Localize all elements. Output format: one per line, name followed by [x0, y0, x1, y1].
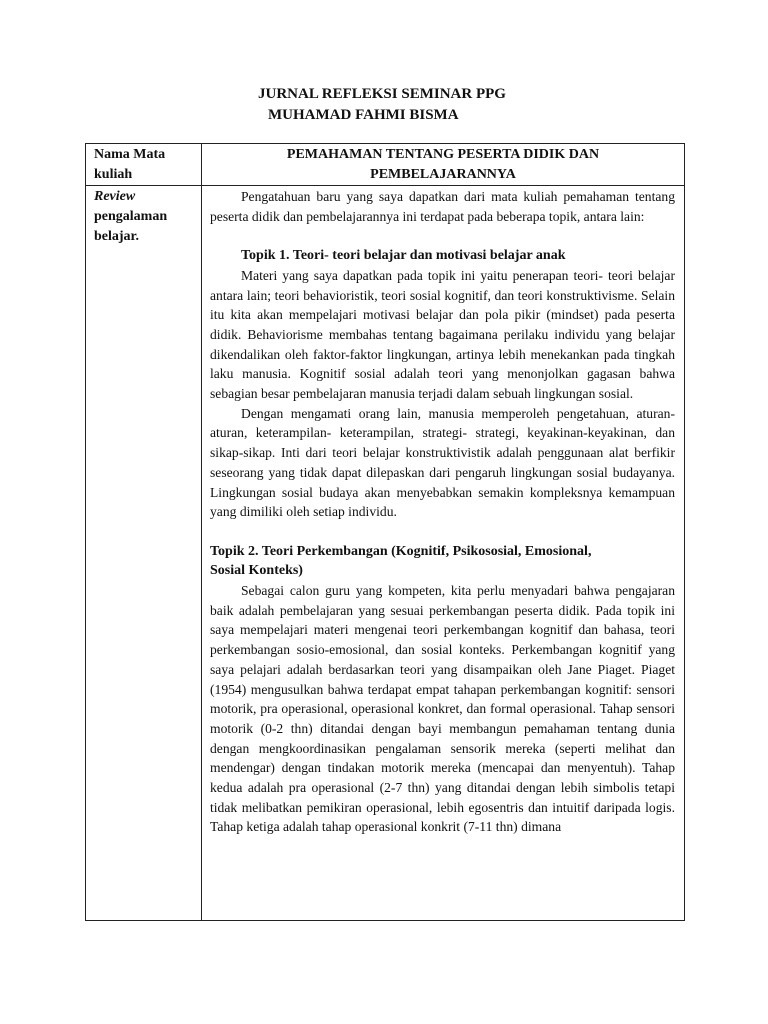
topic2-heading-line2: Sosial Konteks) [210, 563, 303, 579]
review-content [202, 186, 685, 921]
review-label-line3: belajar. [94, 229, 139, 244]
intro-paragraph: Pengatahuan baru yang saya dapatkan dari mata kuliah pemahaman tentang peserta didik dan pembelajarannya ini terdapat pada beberapa topik, antara lain: [210, 189, 675, 224]
journal-title: JURNAL REFLEKSI SEMINAR PPG [258, 86, 506, 102]
reflection-table [85, 143, 685, 921]
course-name-label [86, 144, 202, 186]
review-row [86, 186, 685, 921]
course-title [202, 144, 685, 186]
review-label-line2: pengalaman [94, 209, 168, 224]
author-name: MUHAMAD FAHMI BISMA [268, 107, 459, 123]
topic1-paragraph-1: Materi yang saya dapatkan pada topik ini yaitu penerapan teori- teori belajar antara lain; teori behavioristik, teori sosial kognitif, dan teori konstruktivisme. Selain itu kita akan mempelajari motivasi belajar dan pola pikir (mindset) pada peserta didik. Behaviorisme membahas tentang bagaimana perilaku individu yang belajar dikendalikan oleh faktor-faktor lingkungan, artinya lebih menekankan pada tingkah laku manusia. Kognitif sosial adalah teori yang menonjolkan gagasan bahwa sebagian besar pembelajaran manusia terjadi dalam sebuah lingkungan sosial. [210, 267, 675, 402]
topic2-paragraph-1: Sebagai calon guru yang kompeten, kita perlu menyadari bahwa pengajaran baik adalah pembelajaran yang sesuai perkembangan peserta didik. Pada topik ini saya mempelajari materi mengenai teori perkembangan kognitif dan bahasa, teori perkembangan sosio-emosional, dan sosial konteks. Perkembangan kognitif yang saya pelajari adalah berdasarkan teori yang disampaikan oleh Jane Piaget. Piaget (1954) mengusulkan bahwa terdapat empat tahapan perkembangan kognitif: sensori motorik, pra operasional, operasional konkret, dan formal operasional. Tahap sensori motorik (0-2 thn) ditandai dengan bayi membangun pemahaman tentang dunia dengan mengkoordinasikan pengalaman sensorik mereka (seperti melihat dan mendengar) dengan tindakan motorik mereka (mencapai dan menyentuh). Tahap kedua adalah pra operasional (2-7 thn) yang ditandai dengan lebih simbolis tetapi tidak melibatkan pemikiran operasional, lebih egosentris dan intuitif daripada logis. Tahap ketiga adalah tahap operasional konkrit (7-11 thn) dimana [210, 583, 675, 835]
course-title-line1: PEMAHAMAN TENTANG PESERTA DIDIK DAN [286, 147, 600, 162]
course-title-line2: PEMBELAJARANNYA [370, 167, 516, 182]
document-header [0, 84, 768, 126]
course-name-row [86, 144, 685, 186]
topic1-paragraph-2: Dengan mengamati orang lain, manusia memperoleh pengetahuan, aturan-aturan, keterampilan- keterampilan, strategi- strategi, keyakinan-keyakinan, dan sikap-sikap. Inti dari teori belajar konstruktivistik adalah penggunaan alat berfikir seseorang yang tidak dapat dilepaskan dari pengaruh lingkungan sosial budayanya. Lingkungan sosial budaya akan menyebabkan semakin kompleksnya kemampuan yang dimiliki oleh setiap individu. [210, 405, 675, 520]
topic2-heading [210, 542, 675, 581]
review-label [86, 186, 202, 921]
course-label-line1: Nama Mata [94, 147, 166, 162]
course-label-line2: kuliah [94, 167, 133, 182]
topic1-heading: Topik 1. Teori- teori belajar dan motivasi belajar anak [241, 248, 566, 264]
topic2-heading-line1: Topik 2. Teori Perkembangan (Kognitif, Psikososial, Emosional, [210, 543, 592, 559]
review-label-line1: Review [94, 189, 136, 204]
